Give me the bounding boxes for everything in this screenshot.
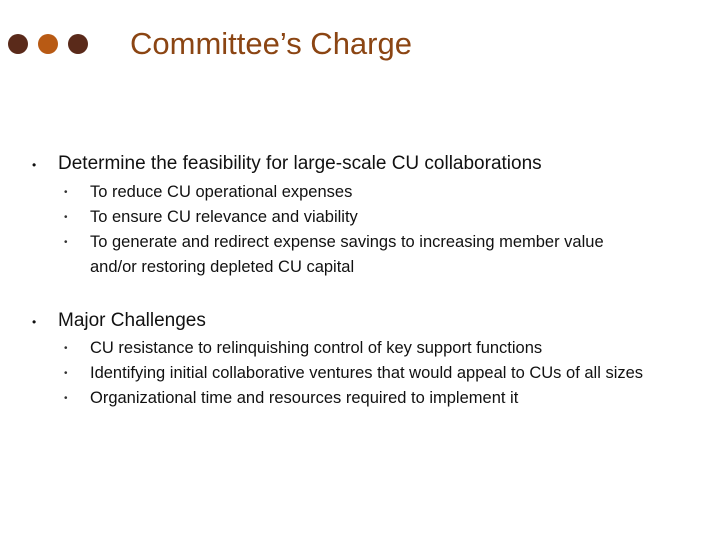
slide-title: Committee’s Charge	[130, 26, 412, 61]
bullet-icon: •	[32, 315, 37, 329]
sub-bullet-icon: •	[64, 393, 68, 404]
dot-dark-icon	[8, 34, 28, 54]
sub-bullet-icon: •	[64, 237, 68, 248]
bullet-icon: •	[32, 158, 37, 172]
sub-bullet-text-continued: and/or restoring depleted CU capital	[90, 258, 355, 276]
sub-bullet-text: To ensure CU relevance and viability	[90, 208, 358, 226]
sub-bullet-text: To reduce CU operational expenses	[90, 183, 353, 201]
sub-bullet-text: To generate and redirect expense savings to increasing member value	[90, 233, 604, 251]
sub-bullet-text: Identifying initial collaborative ventures that would appeal to CUs of all sizes	[90, 364, 644, 382]
sub-bullet-icon: •	[64, 343, 68, 354]
sub-bullet-icon: •	[64, 187, 68, 198]
sub-bullet-icon: •	[64, 368, 68, 379]
dot-dark-icon	[68, 34, 88, 54]
sub-bullet-icon: •	[64, 212, 68, 223]
sub-bullet-text: CU resistance to relinquishing control of key support functions	[90, 339, 543, 357]
bullet-text: Determine the feasibility for large-scale CU collaborations	[58, 153, 542, 174]
sub-bullet-text: Organizational time and resources required to implement it	[90, 389, 519, 407]
dot-orange-icon	[38, 34, 58, 54]
bullet-text: Major Challenges	[58, 310, 206, 331]
